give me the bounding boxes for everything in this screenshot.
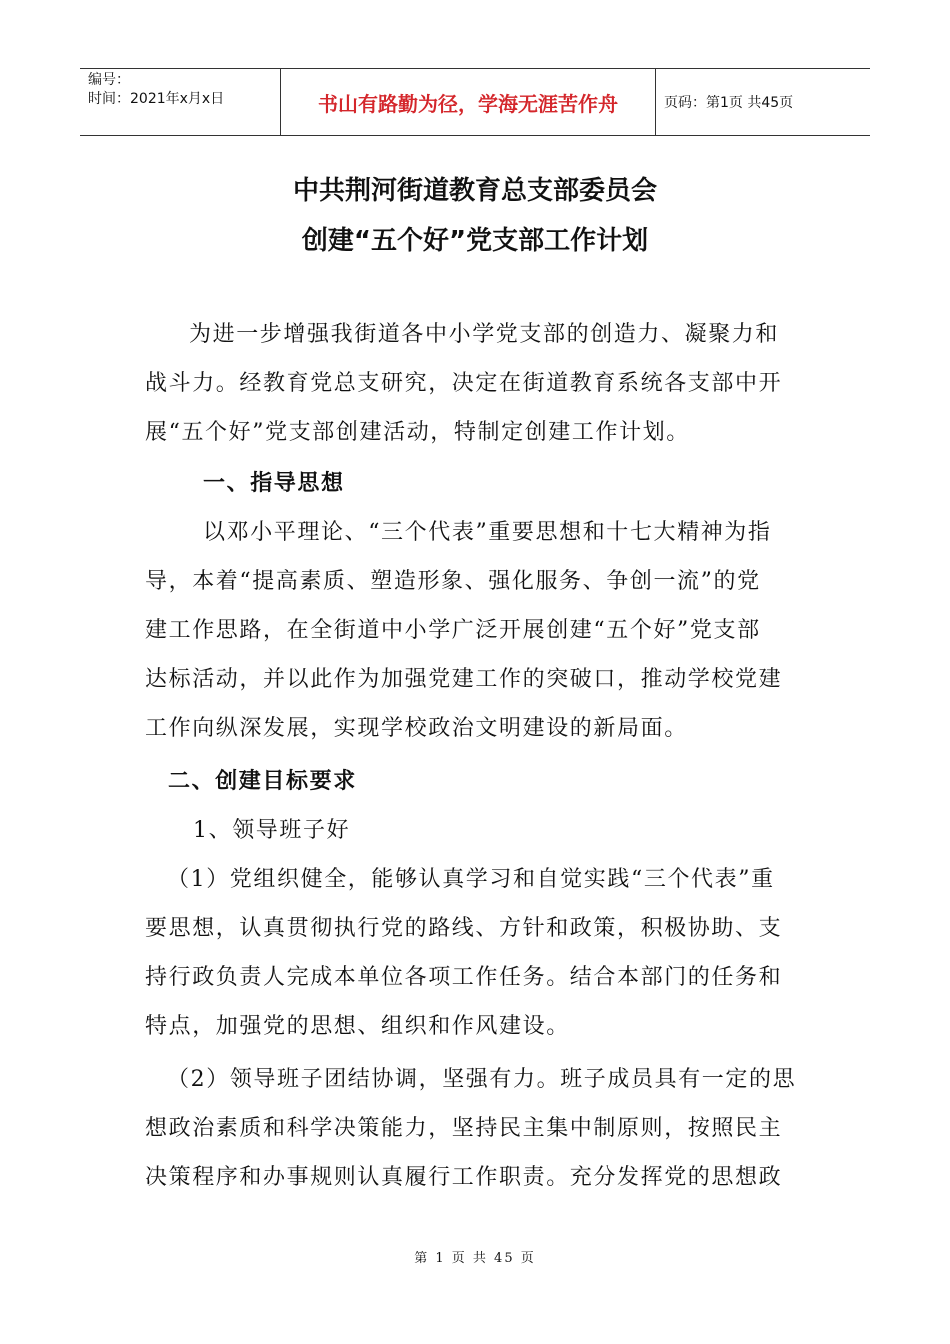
paragraph-line: （2）领导班子团结协调，坚强有力。班子成员具有一定的思	[167, 1067, 797, 1092]
paragraph-line: 以邓小平理论、“三个代表”重要思想和十七大精神为指	[203, 520, 772, 545]
paragraph-line: 为进一步增强我街道各中小学党支部的创造力、凝聚力和	[189, 322, 780, 347]
paragraph-line: 战斗力。经教育党总支研究，决定在街道教育系统各支部中开	[145, 371, 783, 396]
document-title-line-1: 中共荆河街道教育总支部委员会	[292, 176, 657, 206]
section-heading-1: 一、指导思想	[203, 471, 345, 496]
header-table	[80, 68, 870, 136]
paragraph-line: 要思想，认真贯彻执行党的路线、方针和政策，积极协助、支	[145, 916, 783, 941]
subheading-leadership: 1、领导班子好	[193, 818, 351, 843]
paragraph-line: （1）党组织健全，能够认真学习和自觉实践“三个代表”重	[167, 867, 775, 892]
page-footer: 第 1 页 共 45 页	[414, 1251, 536, 1266]
paragraph-line: 达标活动，并以此作为加强党建工作的突破口，推动学校党建	[145, 667, 783, 692]
paragraph-line: 建工作思路，在全街道中小学广泛开展创建“五个好”党支部	[145, 618, 761, 643]
section-heading-2: 二、创建目标要求	[168, 769, 357, 794]
guiding-thought-paragraph	[145, 508, 805, 753]
paragraph-line: 想政治素质和科学决策能力，坚持民主集中制原则，按照民主	[145, 1116, 783, 1141]
header-motto: 书山有路勤为径，学海无涯苦作舟	[281, 69, 656, 135]
header-meta-cell	[80, 69, 281, 135]
paragraph-line: 决策程序和办事规则认真履行工作职责。充分发挥党的思想政	[145, 1165, 783, 1190]
paragraph-line: 工作向纵深发展，实现学校政治文明建设的新局面。	[145, 716, 688, 741]
document-title-line-2: 创建“五个好”党支部工作计划	[301, 226, 649, 256]
document-date-label: 时间：2021年x月x日	[88, 91, 225, 107]
requirement-paragraph-2	[145, 1055, 805, 1202]
intro-paragraph	[145, 310, 805, 457]
requirement-paragraph-1	[145, 855, 805, 1051]
header-page-info: 页码：第1页 共45页	[664, 95, 794, 111]
paragraph-line: 展“五个好”党支部创建活动，特制定创建工作计划。	[145, 420, 690, 445]
paragraph-line: 特点，加强党的思想、组织和作风建设。	[145, 1014, 570, 1039]
paragraph-line: 导，本着“提高素质、塑造形象、强化服务、争创一流”的党	[145, 569, 761, 594]
document-number-label: 编号：	[88, 72, 130, 88]
paragraph-line: 持行政负责人完成本单位各项工作任务。结合本部门的任务和	[145, 965, 783, 990]
